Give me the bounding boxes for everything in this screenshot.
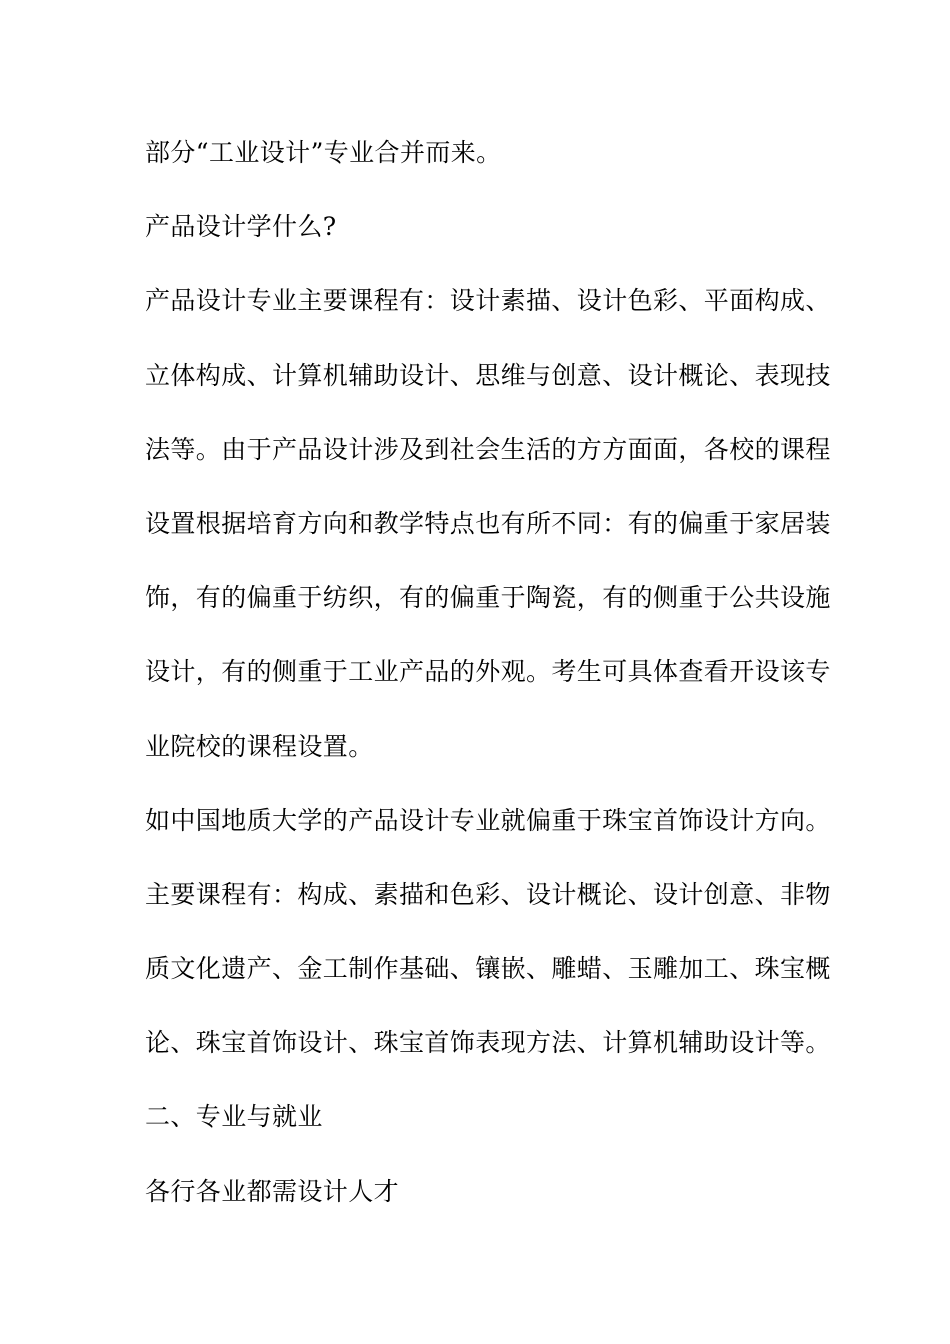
text-line-courses-2: 立体构成、计算机辅助设计、思维与创意、设计概论、表现技: [145, 360, 831, 390]
text-line-main-courses-2: 质文化遗产、金工制作基础、镶嵌、雕蜡、玉雕加工、珠宝概: [145, 954, 831, 984]
document-body: [145, 127, 831, 1240]
section-heading-employment: 二、专业与就业: [145, 1102, 323, 1132]
question-heading: 产品设计学什么?: [145, 212, 337, 242]
text-line-courses-7: 业院校的课程设置。: [145, 731, 374, 761]
text-line-example: 如中国地质大学的产品设计专业就偏重于珠宝首饰设计方向。: [145, 805, 831, 835]
text-line-intro-end: 部分“工业设计”专业合并而来。: [145, 138, 502, 167]
text-line-courses-1: 产品设计专业主要课程有：设计素描、设计色彩、平面构成、: [145, 286, 831, 316]
text-line-main-courses-1: 主要课程有：构成、素描和色彩、设计概论、设计创意、非物: [145, 879, 831, 909]
text-line-courses-6: 设计，有的侧重于工业产品的外观。考生可具体查看开设该专: [145, 657, 831, 687]
text-line-courses-4: 设置根据培育方向和教学特点也有所不同：有的偏重于家居装: [145, 508, 831, 538]
subheading-talent: 各行各业都需设计人才: [145, 1176, 400, 1206]
text-line-courses-5: 饰，有的偏重于纺织，有的偏重于陶瓷，有的侧重于公共设施: [145, 583, 831, 613]
text-line-main-courses-3: 论、珠宝首饰设计、珠宝首饰表现方法、计算机辅助设计等。: [145, 1028, 831, 1058]
text-line-courses-3: 法等。由于产品设计涉及到社会生活的方方面面，各校的课程: [145, 434, 831, 464]
